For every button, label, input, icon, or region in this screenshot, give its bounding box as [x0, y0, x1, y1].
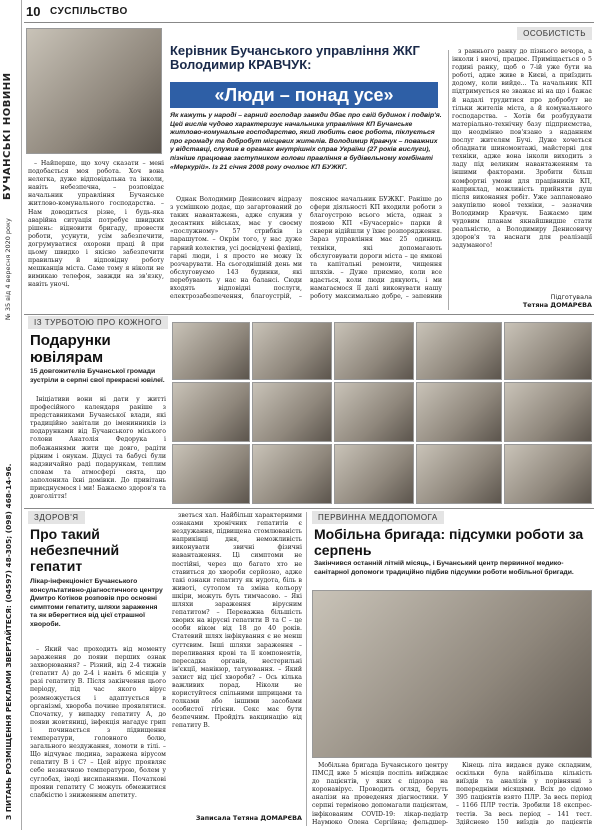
jubilee-photo-6 [172, 382, 250, 442]
header-divider [24, 22, 594, 23]
article3-column-1 [30, 646, 166, 824]
article1-lead: Як кажуть у народі – гарний господар завжди дбає про свій будинок і подвір'я. Цей вислів чудово характеризує начальника управління КП Бучанське житлово-комунальне господарство, який любить своє робота, піклується про громаду та добробут місцевих жителів. Володимир Кравчук – поважних у відставці, служив в органах внутрішніх справ України (27 років вислуги), пізніше працював заступником голови правління в будівельному комбінаті «Меркурій». Із 21 січня 2008 року очолює КП БУЖКГ. [170, 112, 442, 171]
article2-tag: ІЗ ТУРБОТОЮ ПРО КОЖНОГО [28, 316, 168, 329]
jubilee-photo-15 [504, 444, 592, 504]
ads-contact: З ПИТАНЬ РОЗМІЩЕННЯ РЕКЛАМИ ЗВЕРТАЙТЕСЯ: (04597) 48-305; (098) 468-14-96. [4, 463, 13, 820]
article1-column-2 [170, 196, 442, 306]
signature-name: Тетяна ДОМАРЄВА [522, 301, 592, 309]
jubilee-photo-11 [172, 444, 250, 504]
article2-body [30, 396, 166, 506]
article1-signature [523, 293, 592, 309]
article1-column-3 [452, 48, 592, 294]
signature-label: Підготувала [550, 293, 592, 301]
jubilee-photo-9 [416, 382, 502, 442]
article3-title: Про такий небезпечний гепатит [30, 526, 120, 574]
article4-column-1 [312, 762, 448, 826]
article4-col1-text: Мобільна бригада Бучанського центру ПМСД вже 5 місяців поспіль виїжджає до пацієнтів, у яких є підозра на коронавірус. Проводить огляд, беруть аналізи на проведення діагностики. У серпні терміново допомагали пацієнтам, інфікованим COVID-19: лікар-педіатр Наумюко Олена Сергіївна; фельдшер- [312, 762, 448, 826]
article4-column-2 [456, 762, 592, 826]
jubilee-photo-13 [334, 444, 414, 504]
section-title: СУСПІЛЬСТВО [50, 6, 128, 17]
article4-tag: ПЕРВИННА МЕДДОПОМОГА [312, 511, 444, 524]
jubilee-photo-7 [252, 382, 332, 442]
article3-col2-text: зветься хал. Найбільш характерними ознаками хронічних гепатитів є нездужання, підвищена стомлюваність наприкінці дня, неможливість виконувати звичні фізичні навантаження. Ці симптоми не постійні, через що багато хто не ставиться до хвороби серйозно, адже такі ознаки гепатиту як нудота, біль в животі, сутолом та зміна кольору шкіри, можуть буть тимчасово. – Які шляхи зараження вірусним гепатитом? – Переважна більшість хворих на вірусні гепатити В та С – це особи віком від 18 до 40 років. Статевий шлях інфікування є не менш суттєвим. Інші шляхи зараження – переливання крові та її компонентів, пересадка органів, нестерильні ін'єкції, манікюр, татуювання. – Який захист від цієї хвороби? – Ось кілька важливих порад. Ніколи не користуйтеся спільними шприцами та голками або іншими засобами особистої гігієни. Секс має бути безпечним. Пройдіть вакцинацію від гепатиту В. [172, 512, 302, 730]
article3-column-2 [172, 512, 302, 812]
jubilee-photo-2 [252, 322, 332, 380]
article3-tag: ЗДОРОВ'Я [28, 511, 85, 524]
medical-team-photo [312, 590, 592, 758]
article1-col1-text: – Найперше, що хочу сказати – мені подобається моя робота. Хоч вона нелегка, дуже відповідальна та інколи, навіть небезпечна, – розповідає начальник управління Бучанське житлово-комунального господарства. – Нам доводиться різне, і будь-яка аварійна ситуація потребує швидких рішень: відновити бригаду, провести роботи, усунути, усім забезпечити, догрумуватися охорони праці й при цьому швидко і якісно забезпечити правильну й відповідну роботу мешканців міста. Саме тому я ніколи не вимикаю телефон, завжди на зв'язку, навіть уночі. [28, 160, 164, 289]
jubilee-photo-1 [172, 322, 250, 380]
jubilee-photo-3 [334, 322, 414, 380]
article2-lead: 15 довгожителів Бучанської громади зустріли в серпні свої прекрасні ювілеї. [30, 368, 165, 384]
article1-column-1 [28, 160, 164, 300]
divider-2 [24, 508, 594, 509]
divider-1 [24, 314, 594, 315]
article2-body-text: Ініціативи вони ні дати у житті професійного календаря раніше з представниками Бучанської влади, які традиційно завітали до іменинників із подарунками від Бучанського міського голови Анатолія Федорука і побажаннями жити ще довго, радіти рідним і онукам. Дідусі та бабусі були надзвичайно раді подарункам, теплим словам та атмосфері свята, що заполонила їхні домівки. До привітань приєднуємося і ми! Бажаємо здоров'я та довголіття! [30, 396, 166, 501]
article1-col3-text: з раннього ранку до пізнього вечора, а інколи і вночі, працює. Приміщається о 5 годині ранку, щоб о 7-ій уже бути на роботі, адже живе в Києві, а приїздить додому, коли вийде... Та начальник КП підтримується не зважає ні на що і бажає й надалі трудитися про добробут не тільки жителів міста, а й комунального господарства. – Хотів би розбудувати матеріально-технічну базу підприємства, що неодмінно пов'язано з наданням послуг жителям Бучі. Дуже хочеться обладнати шиномонтажі, майстерні для техніки, адже вона інколи виходить з ладу під великим навантаженням та іншими факторами. Зробити більш комфортні умови для працівників КП, наприклад, можливість прийняти душ після виконання робіт. Уже заплановано закупівлю нової техніки, – зазначив Володимир Кравчук. Бажаємо цим чудовим планам якнайшвидше стати реальністю, а Володимиру Денисовичу здоров'я та наснаги для реалізації задуманого! [452, 48, 592, 250]
article1-quote-banner: «Люди – понад усе» [170, 82, 438, 108]
page-number: 10 [26, 4, 41, 19]
article3-signature: Записала Тетяна ДОМАРЄВА [195, 814, 302, 822]
jubilee-photo-8 [334, 382, 414, 442]
article1-title: Керівник Бучанського управління ЖКГ Володимир КРАВЧУК: [170, 43, 420, 72]
portrait-photo [26, 28, 162, 154]
article2-title: Подарунки ювілярам [30, 332, 111, 366]
jubilee-photo-10 [504, 382, 592, 442]
jubilee-photo-5 [504, 322, 592, 380]
article3-col1-text: – Який час проходить від моменту зараження до появи перших ознак захворювання? – Різний, від 2-4 тижнів (гепатит А) до 2-4 і навіть 6 місяців у разі гепатиту В. Після закінчення цього періоду, під час якого вірус розмножується і адаптується в організмі, хвороба почине проявлятися. Спочатку, у випадку гепатиту А, до появи жовтяниці, інфекція нагадує грип і починається з підвищення температури, головного болю, загального нездужання, ломоти в тілі. – Що відчуває людина, заражена вірусом гепатиту В і С? – Цей вірус проявляє себе незначною температурою, болем у суглобах, іноді висипаннями. Початкові прояви гепатиту С можуть обмежитися слабкістю і зниженням апетиту. [30, 646, 166, 799]
article1-tag: ОСОБИСТІСТЬ [517, 27, 592, 40]
column-rule-2 [306, 512, 307, 826]
article3-lead: Лікар-інфекціоніст Бучанського консультативно-діагностичного центру Дмитро Котіков розповів про основні симптоми гепатиту, шляхи зараження та як вберегтися від цієї страшної хвороби. [30, 578, 163, 628]
jubilee-photo-12 [252, 444, 332, 504]
article4-col2-text: Кінець літа видався дуже складним, оскільки була найбільша кількість виїздів та аналізів у порівнянні з попередніми місяцями. Всіх до сідомо 395 пацієнтів взято ПЛР. За весь період – 1166 ПЛР тестів. Зробили 18 експрес-тестів. За весь період – 141 тест. Здійснено 150 виїздів до пацієнтів [456, 762, 592, 826]
article4-title: Мобільна бригада: підсумки роботи за серпень [314, 526, 584, 558]
jubilee-photo-4 [416, 322, 502, 380]
article1-col2-text: Однак Володимир Денисович відразу з усмішкою додає, що загартований до таких навантажень, адже служив у десантних військах, має у своєму «послужному» 57 стрибків із парашутом. – Окрім того, у нас дуже гарний колектив, усі досвідчені фахівці, гарні люди, і я просто не можу їх розчарувати. На сьогоднішній день ми обслуговуємо 143 будинки, які перебувають у нас на балансі. Сюди входять відповідні послуги, електрозабезпечення, благоустрій, – пояснює начальник БУЖКГ. Раніше до сфери діяльності КП входили роботи з благоустрою всього міста, однак з появою КП «Бучасервіс» парки й сквери відійшли у їхнє розпорядження. Зараз управління має 25 одиниць техніки, які допомагають обслуговувати дороги міста – це ямкові та капітальні ремонти, чищення шляхів. – Дуже приємно, коли все вдається, коли люди дякують, і ми намагаємося її далі виконувати нашу роботу максимально добре, – запевнив [170, 196, 442, 301]
issue-info: № 35 від 4 вересня 2020 року [4, 218, 12, 320]
article4-lead: Закінчився останній літній місяць, і Бучанський центр первинної медико-санітарної допомоги традиційно підбив підсумки роботи мобільної бригади. [314, 560, 574, 576]
newspaper-brand: БУЧАНСЬКІ НОВИНИ [2, 72, 13, 200]
side-strip [0, 0, 22, 830]
jubilee-photo-14 [416, 444, 502, 504]
column-rule [448, 50, 449, 310]
